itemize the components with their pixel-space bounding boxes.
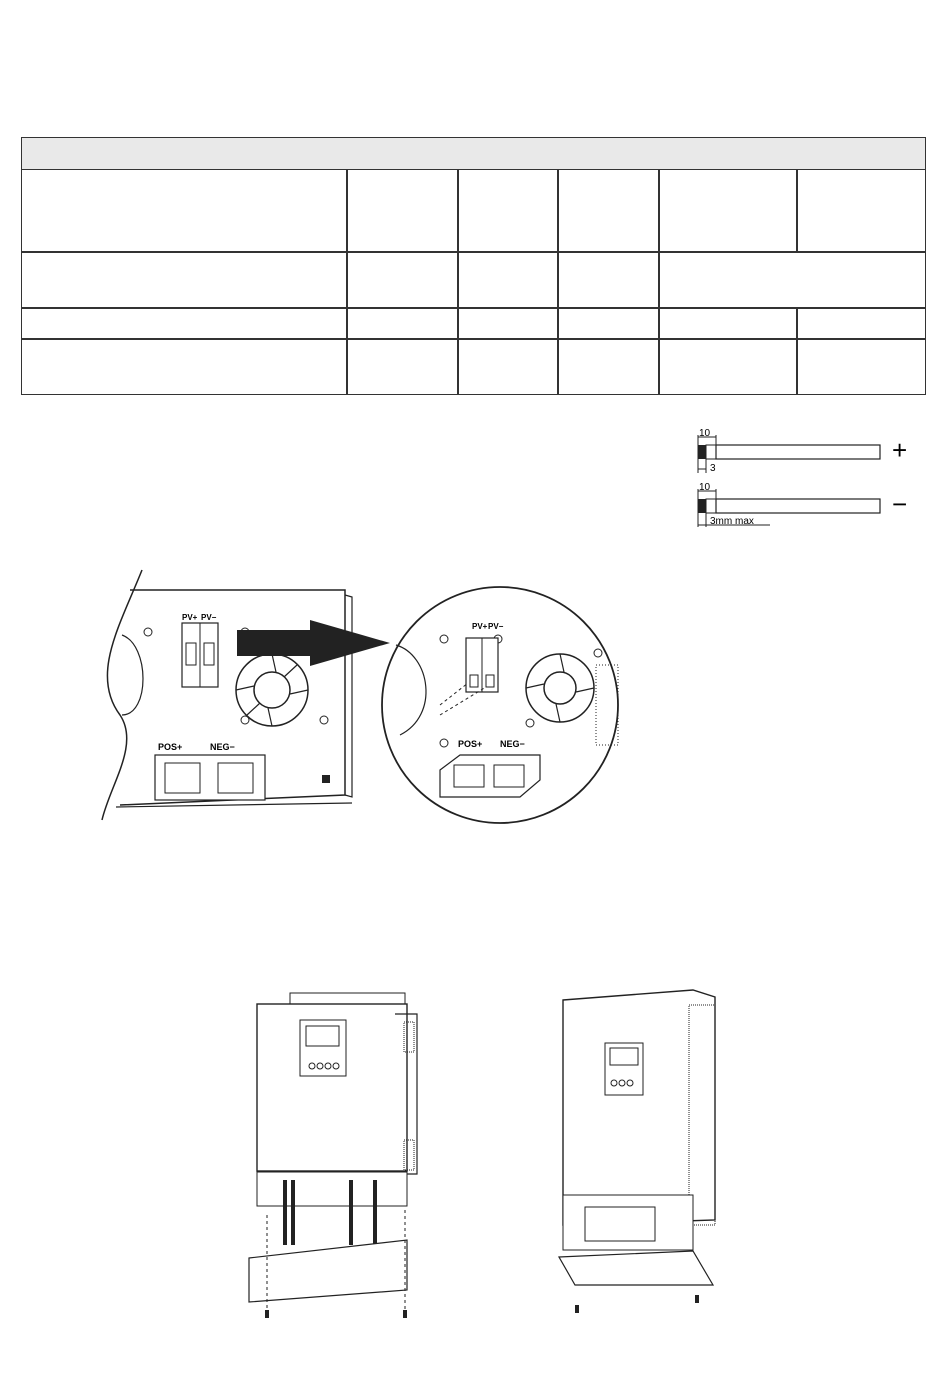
pv-terminal-label: PV+ bbox=[472, 622, 488, 631]
row-divider bbox=[22, 307, 925, 309]
inverter-front-illustration bbox=[245, 990, 425, 1320]
wire-strip-diagram bbox=[690, 425, 920, 535]
strip-length-label: 10 bbox=[699, 428, 711, 439]
terminal-illustration bbox=[100, 565, 640, 830]
pos-terminal-label: POS+ bbox=[158, 742, 183, 752]
col-divider bbox=[557, 169, 559, 394]
positive-wire bbox=[698, 435, 880, 473]
spec-table-header bbox=[22, 138, 925, 170]
col-divider bbox=[457, 169, 459, 394]
minus-icon: − bbox=[892, 489, 908, 519]
col-divider bbox=[796, 307, 798, 394]
insulation-label: 3 bbox=[710, 463, 716, 474]
col-divider bbox=[658, 169, 660, 394]
col-divider bbox=[796, 169, 798, 251]
insulation-max-label: 3mm max bbox=[710, 516, 754, 527]
col-divider bbox=[346, 169, 348, 394]
spec-table bbox=[21, 137, 926, 395]
neg-terminal-label: NEG− bbox=[500, 739, 525, 749]
neg-terminal-label: NEG− bbox=[210, 742, 235, 752]
plus-icon: + bbox=[892, 435, 908, 465]
pv-terminal-label: PV− bbox=[488, 622, 504, 631]
pv-terminal-label: PV+ bbox=[182, 613, 198, 622]
strip-length-label: 10 bbox=[699, 482, 711, 493]
row-divider bbox=[22, 338, 925, 340]
pv-terminal-label: PV− bbox=[201, 613, 217, 622]
pos-terminal-label: POS+ bbox=[458, 739, 483, 749]
inverter-installed-illustration bbox=[555, 985, 725, 1320]
row-divider bbox=[22, 251, 925, 253]
